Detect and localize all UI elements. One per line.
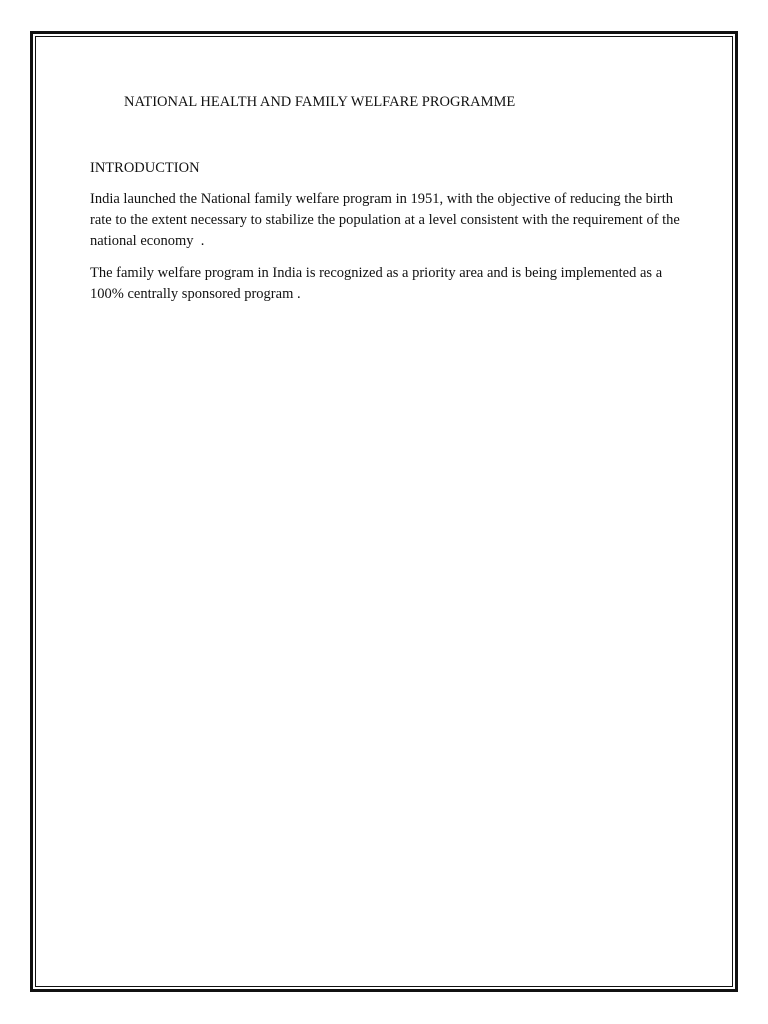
document-body — [90, 92, 684, 305]
document-title: NATIONAL HEALTH AND FAMILY WELFARE PROGRAMME — [124, 94, 516, 110]
paragraph-2: The family welfare program in India is recognized as a priority area and is being implemented as a 100% centrally sponsored program . — [90, 265, 666, 302]
section-heading-introduction: INTRODUCTION — [90, 160, 200, 176]
paragraph-1: India launched the National family welfare program in 1951, with the objective of reducing the birth rate to the extent necessary to stabilize the population at a level consistent with the requirement of the national economy . — [90, 191, 684, 249]
